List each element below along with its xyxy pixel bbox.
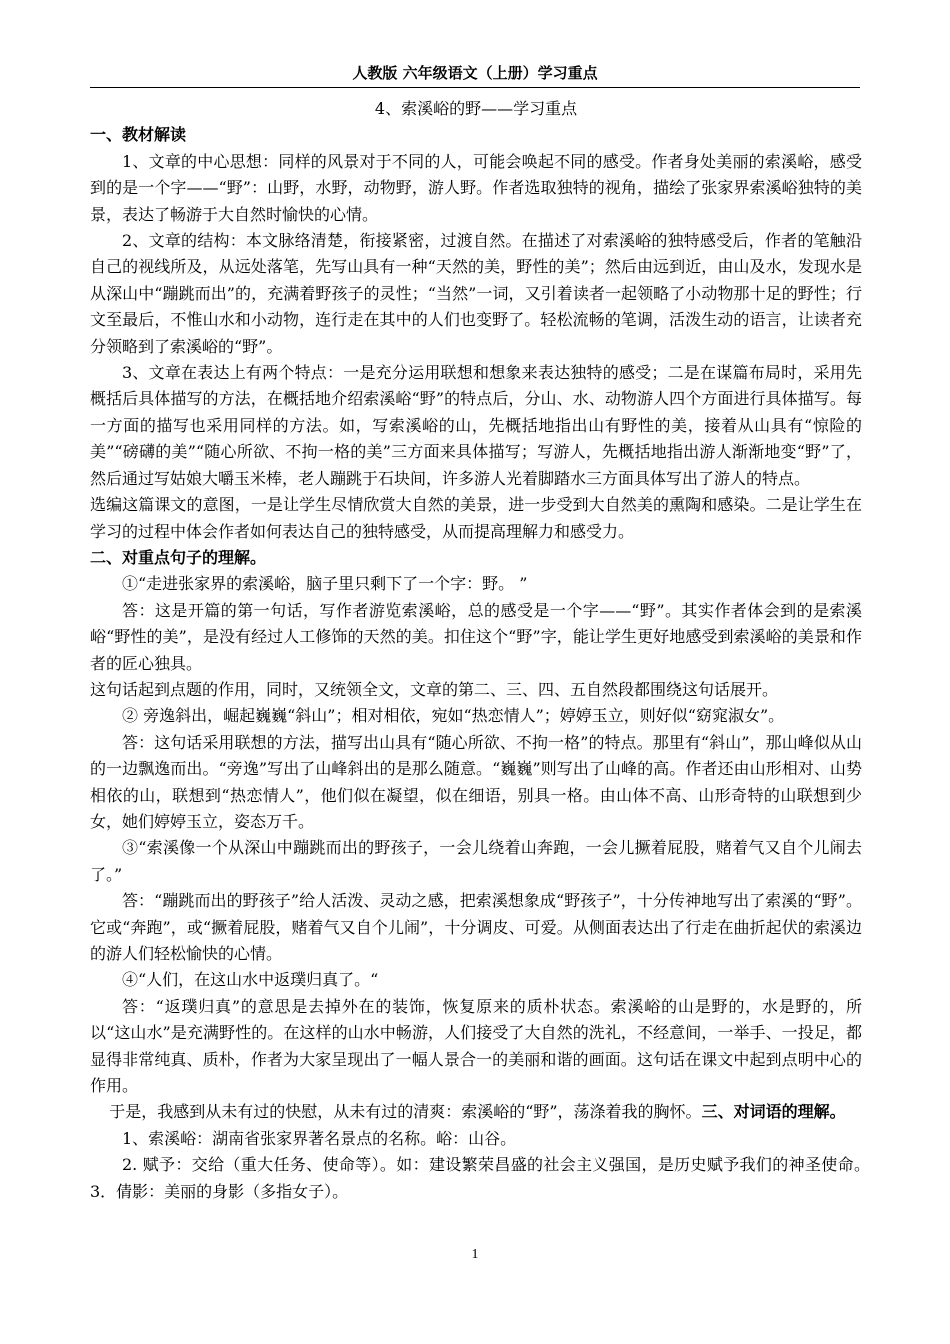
key-sentence-3: ③“索溪像一个从深山中蹦跳而出的野孩子，一会儿绕着山奔跑，一会儿撅着屁股，赌着气又自个儿闹去了。” <box>90 838 862 884</box>
section-heading-2: 二、对重点句子的理解。 <box>90 547 267 567</box>
word-item-2: 2. 赋予：交给（重大任务、使命等）。如：建设繁荣昌盛的社会主义强国，是历史赋予我们的神圣使命。 3．倩影：美丽的身影（多指女子）。 <box>90 1155 895 1201</box>
answer-1: 答：这是开篇的第一句话，写作者游览索溪峪，总的感受是一个字——“野”。其实作者体会到的是索溪峪“野性的美”，是没有经过人工修饰的天然的美。扣住这个“野”字，能让学生更好地感受到索溪峪的美景和作者的匠心独具。 <box>90 600 862 673</box>
paragraph: 选编这篇课文的意图，一是让学生尽情欣赏大自然的美景，进一步受到大自然美的熏陶和感染。二是让学生在学习的过程中体会作者如何表达自己的独特感受，从而提高理解力和感受力。 <box>90 495 862 541</box>
paragraph: 3、文章在表达上有两个特点：一是充分运用联想和想象来表达独特的感受；二是在谋篇布局时，采用先概括后具体描写的方法，在概括地介绍索溪峪“野”的特点后，分山、水、动物游人四个方面进行具体描写。每一方面的描写也采用同样的方法。如，写索溪峪的山，先概括地指出山有野性的美，接着从山具有“惊险的美”“磅礴的美”“随心所欲、不拘一格的美”三方面来具体描写；写游人，先概括地指出游人渐渐地变“野”了，然后通过写姑娘大嚼玉米棒，老人蹦跳于石块间，许多游人光着脚踏水三方面具体写出了游人的特点。 <box>90 363 862 488</box>
document-title: 4、索溪峪的野——学习重点 <box>374 99 578 118</box>
header-rule <box>90 87 860 88</box>
word-item-1: 1、索溪峪：湖南省张家界著名景点的名称。峪：山谷。 <box>122 1128 517 1148</box>
section-heading-1: 一、教材解读 <box>90 125 187 145</box>
key-sentence-5 <box>90 1099 862 1125</box>
paragraph: 2、文章的结构：本文脉络清楚，衔接紧密，过渡自然。在描述了对索溪峪的独特感受后，作者的笔触沿自己的视线所及，从远处落笔，先写山具有一种“天然的美，野性的美”；然后由远到近，由山及水，发现水是从深山中“蹦跳而出”的，充满着野孩子的灵性；“当然”一词，又引着读者一起领略了小动物那十足的野性；行文至最后，不惟山水和小动物，连行走在其中的人们也变野了。轻松流畅的笔调，活泼生动的语言，让读者充分领略到了索溪峪的“野”。 <box>90 231 862 356</box>
answer-2: 答：这句话采用联想的方法，描写出山具有“随心所欲、不拘一格”的特点。那里有“斜山”，那山峰似从山的一边飘逸而出。“旁逸”写出了山峰斜出的是那么随意。“巍巍”则写出了山峰的高。作者还由山形相对、山势相依的山，联想到“热恋情人”，他们似在凝望，似在细语，别具一格。由山体不高、山形奇特的山联想到少女，她们婷婷玉立，姿态万千。 <box>90 732 862 831</box>
page-header: 人教版 六年级语文（上册）学习重点 <box>352 64 598 82</box>
key-sentence-2: ② 旁逸斜出，崛起巍巍“斜山”；相对相依，宛如“热恋情人”；婷婷玉立，则好似“窈窕淑女”。 <box>122 706 785 726</box>
answer-4: 答：“返璞归真”的意思是去掉外在的装饰，恢复原来的质朴状态。索溪峪的山是野的，水是野的，所以“这山水”是充满野性的。在这样的山水中畅游，人们接受了大自然的洗礼，不经意间，一举手、一投足，都显得非常纯真、质朴，作者为大家呈现出了一幅人景合一的美丽和谐的画面。这句话在课文中起到点明中心的作用。 <box>90 996 862 1096</box>
page-number: 1 <box>471 1247 479 1262</box>
answer-3: 答：“蹦跳而出的野孩子”给人活泼、灵动之感，把索溪想象成“野孩子”，十分传神地写出了索溪的“野”。它或“奔跑”，或“撅着屁股，赌着气又自个儿闹”，十分调皮、可爱。从侧面表达出了行走在曲折起伏的索溪边的游人们轻松愉快的心情。 <box>90 891 862 963</box>
answer-1-continued: 这句话起到点题的作用，同时，又统领全文，文章的第二、三、四、五自然段都围绕这句话展开。 <box>90 679 779 699</box>
key-sentence-5-text: 于是，我感到从未有过的快慰，从未有过的清爽：索溪峪的“野”，荡涤着我的胸怀。 <box>109 1102 702 1122</box>
section-heading-3: 三、对词语的理解。 <box>701 1102 846 1122</box>
document-body <box>90 96 895 1205</box>
paragraph: 1、文章的中心思想：同样的风景对于不同的人，可能会唤起不同的感受。作者身处美丽的索溪峪，感受到的是一个字——“野”：山野，水野，动物野，游人野。作者选取独特的视角，描绘了张家界索溪峪独特的美景，表达了畅游于大自然时愉快的心情。 <box>90 151 862 224</box>
key-sentence-1: ①“走进张家界的索溪峪，脑子里只剩下了一个字：野。 ” <box>122 574 528 594</box>
key-sentence-4: ④“人们，在这山水中返璞归真了。“ <box>122 970 379 990</box>
